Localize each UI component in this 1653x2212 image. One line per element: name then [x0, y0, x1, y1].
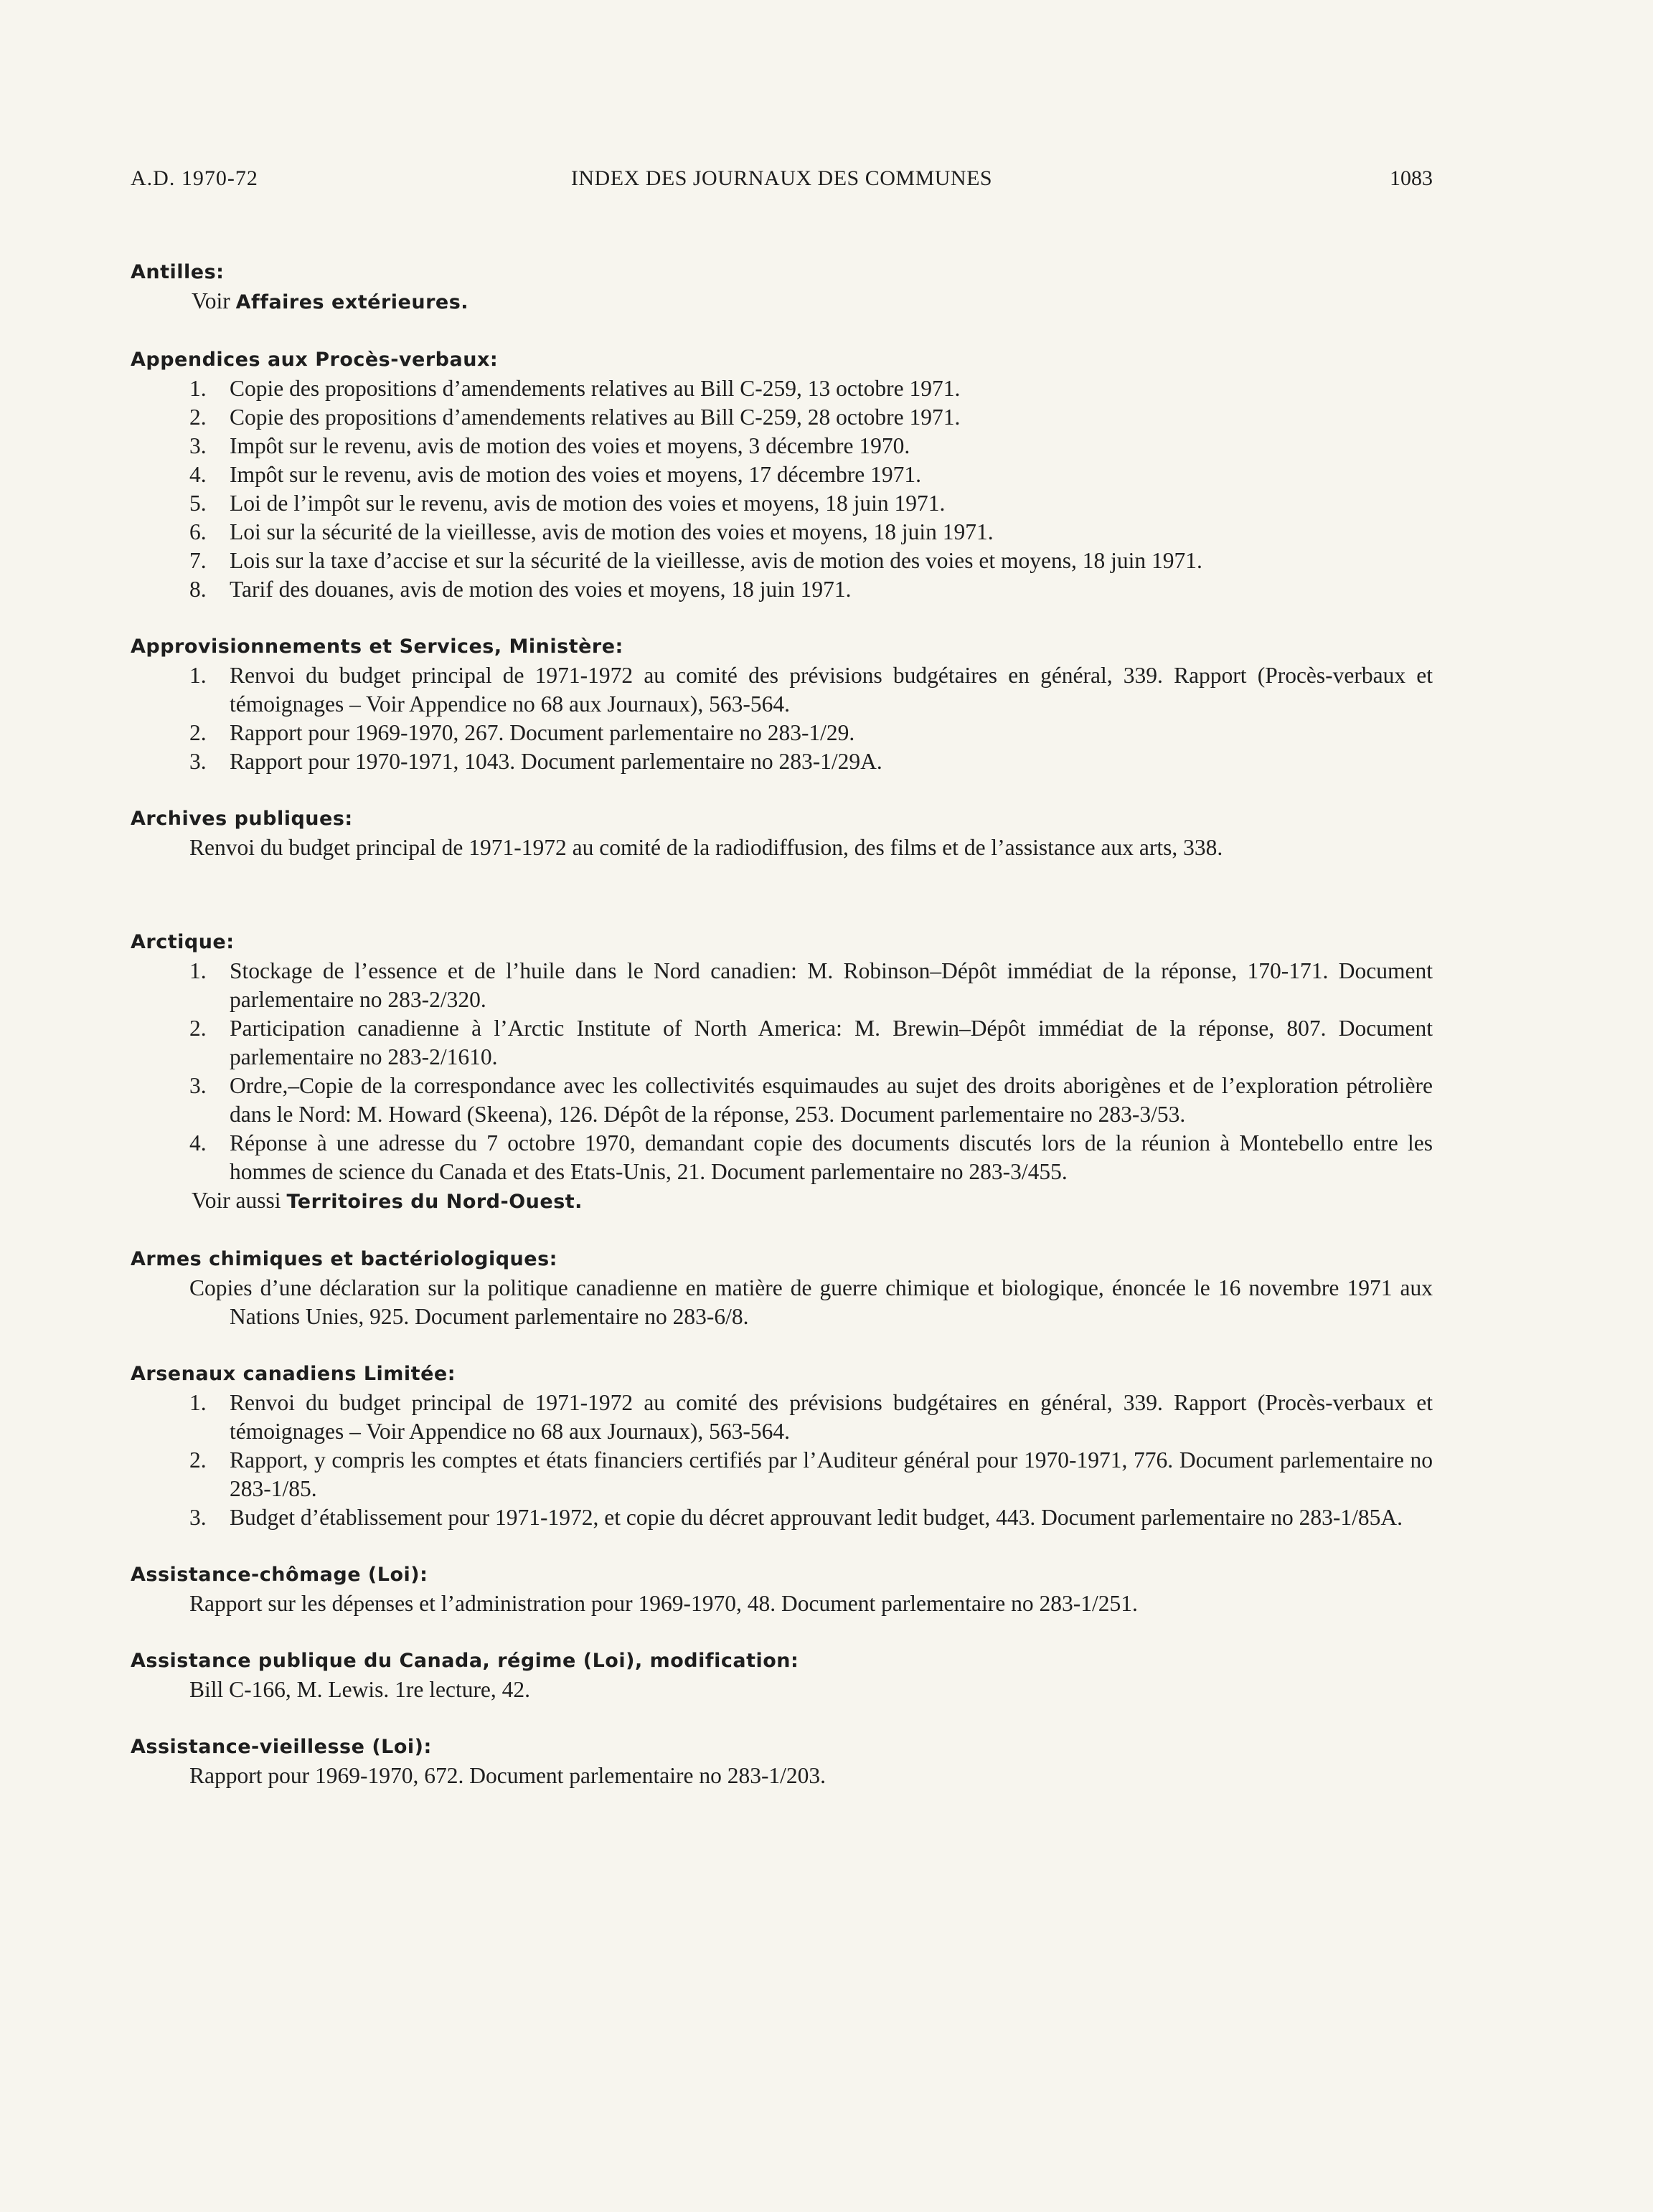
item-number: 7.: [189, 548, 207, 573]
item-text: Rapport, y compris les comptes et états financiers certifiés par l’Auditeur général pour 1970-1971, 776. Document parlementaire no 283-1/85.: [230, 1447, 1433, 1501]
entry-heading: Assistance-chômage (Loi):: [131, 1564, 428, 1586]
index-entry: [131, 1647, 1433, 1704]
entry-heading: Assistance publique du Canada, régime (Loi), modification:: [131, 1650, 799, 1672]
item-number: 2.: [189, 405, 207, 430]
index-entry: [131, 346, 1433, 604]
entry-text: Copies d’une déclaration sur la politique canadienne en matière de guerre chimique et biologique, énoncée le 16 novembre 1971 aux Nations Unies, 925. Document parlementaire no 283-6/8.: [189, 1275, 1433, 1329]
item-text: Participation canadienne à l’Arctic Institute of North America: M. Brewin–Dépôt immédiat de la réponse, 807. Document parlementaire no 283-2/1610.: [230, 1016, 1433, 1069]
entry-text: Renvoi du budget principal de 1971-1972 au comité de la radiodiffusion, des films et de l’assistance aux arts, 338.: [189, 835, 1223, 860]
item-text: Loi sur la sécurité de la vieillesse, avis de motion des voies et moyens, 18 juin 1971.: [230, 519, 994, 544]
item-text: Réponse à une adresse du 7 octobre 1970, demandant copie des documents discutés lors de la réunion à Montebello entre les hommes de science du Canada et des Etats-Unis, 21. Document parlementaire no 283-3/455.: [230, 1130, 1433, 1184]
item-number: 1.: [189, 958, 207, 983]
item-text: Loi de l’impôt sur le revenu, avis de motion des voies et moyens, 18 juin 1971.: [230, 491, 946, 516]
item-text: Renvoi du budget principal de 1971-1972 au comité des prévisions budgétaires en général, 339. Rapport (Procès-verbaux et témoignages – Voir Appendice no 68 aux Journaux), 563-564.: [230, 663, 1433, 717]
entry-item: [131, 489, 1433, 518]
index-entry: [131, 1245, 1433, 1331]
see-also-reference: Affaires extérieures.: [235, 291, 469, 313]
entry-item-list: [131, 661, 1433, 776]
entry-heading: Antilles:: [131, 261, 225, 283]
entry-item: [131, 575, 1433, 604]
item-text: Impôt sur le revenu, avis de motion des voies et moyens, 3 décembre 1970.: [230, 433, 910, 458]
index-content: [131, 258, 1433, 1819]
entry-item: [131, 747, 1433, 776]
entry-item: [131, 957, 1433, 1014]
item-text: Impôt sur le revenu, avis de motion des voies et moyens, 17 décembre 1971.: [230, 462, 922, 487]
entry-item: [131, 1389, 1433, 1446]
item-text: Budget d’établissement pour 1971-1972, et copie du décret approuvant ledit budget, 443. Document parlementaire no 283-1/85A.: [230, 1505, 1403, 1530]
item-number: 3.: [189, 1505, 207, 1530]
see-also: [131, 287, 1433, 317]
entry-item: [131, 547, 1433, 575]
entry-heading: Assistance-vieillesse (Loi):: [131, 1736, 432, 1758]
entry-text: Rapport sur les dépenses et l’administration pour 1969-1970, 48. Document parlementaire no 283-1/251.: [189, 1591, 1138, 1616]
entry-text: Rapport pour 1969-1970, 672. Document parlementaire no 283-1/203.: [189, 1763, 826, 1788]
entry-item: [131, 1014, 1433, 1072]
page-number: 1083: [1390, 166, 1433, 190]
entry-heading: Arctique:: [131, 931, 235, 953]
see-also-label: Voir aussi: [192, 1188, 287, 1213]
item-text: Stockage de l’essence et de l’huile dans le Nord canadien: M. Robinson–Dépôt immédiat de la réponse, 170-171. Document parlementaire no 283-2/320.: [230, 958, 1433, 1012]
item-text: Tarif des douanes, avis de motion des voies et moyens, 18 juin 1971.: [230, 577, 852, 602]
item-number: 3.: [189, 749, 207, 774]
item-number: 2.: [189, 720, 207, 745]
item-text: Ordre,–Copie de la correspondance avec les collectivités esquimaudes au sujet des droits aborigènes et de l’exploration pétrolière dans le Nord: M. Howard (Skeena), 126. Dépôt de la réponse, 253. Document parlementaire no 283-3/53.: [230, 1073, 1433, 1127]
item-number: 5.: [189, 491, 207, 516]
index-entry: [131, 1561, 1433, 1618]
item-number: 3.: [189, 1073, 207, 1098]
item-number: 8.: [189, 577, 207, 602]
entry-item-list: [131, 957, 1433, 1186]
item-number: 2.: [189, 1016, 207, 1041]
entry-item: [131, 661, 1433, 719]
item-number: 2.: [189, 1447, 207, 1473]
item-number: 4.: [189, 462, 207, 487]
entry-item-list: [131, 1389, 1433, 1532]
see-also-reference: Territoires du Nord-Ouest.: [286, 1191, 583, 1213]
item-number: 1.: [189, 1390, 207, 1415]
entry-item: [131, 403, 1433, 432]
entry-item: [131, 460, 1433, 489]
entry-item: [131, 1129, 1433, 1186]
index-entry: [131, 805, 1433, 862]
entry-heading: Approvisionnements et Services, Ministère:: [131, 635, 623, 658]
entry-item: [131, 518, 1433, 547]
entry-heading: Appendices aux Procès-verbaux:: [131, 349, 499, 371]
entry-heading: Arsenaux canadiens Limitée:: [131, 1363, 456, 1385]
item-number: 1.: [189, 663, 207, 688]
item-number: 1.: [189, 376, 207, 401]
item-text: Rapport pour 1969-1970, 267. Document parlementaire no 283-1/29.: [230, 720, 855, 745]
item-number: 4.: [189, 1130, 207, 1155]
page-header: [131, 166, 1433, 195]
index-entry: [131, 928, 1433, 1216]
see-also-label: Voir: [192, 288, 236, 313]
index-entry: [131, 1360, 1433, 1532]
index-entry: [131, 633, 1433, 776]
item-text: Lois sur la taxe d’accise et sur la sécurité de la vieillesse, avis de motion des voies et moyens, 18 juin 1971.: [230, 548, 1202, 573]
item-text: Renvoi du budget principal de 1971-1972 au comité des prévisions budgétaires en général, 339. Rapport (Procès-verbaux et témoignages – Voir Appendice no 68 aux Journaux), 563-564.: [230, 1390, 1433, 1444]
entry-item: [131, 719, 1433, 747]
entry-item: [131, 432, 1433, 460]
entry-text: Bill C-166, M. Lewis. 1re lecture, 42.: [189, 1677, 531, 1702]
entry-heading: Armes chimiques et bactériologiques:: [131, 1248, 557, 1270]
item-text: Copie des propositions d’amendements relatives au Bill C-259, 13 octobre 1971.: [230, 376, 961, 401]
item-number: 6.: [189, 519, 207, 544]
item-text: Copie des propositions d’amendements relatives au Bill C-259, 28 octobre 1971.: [230, 405, 961, 430]
entry-item: [131, 1503, 1433, 1532]
item-text: Rapport pour 1970-1971, 1043. Document parlementaire no 283-1/29A.: [230, 749, 882, 774]
entry-item: [131, 1072, 1433, 1129]
entry-item-list: [131, 374, 1433, 604]
item-number: 3.: [189, 433, 207, 458]
header-years: A.D. 1970-72: [131, 166, 258, 190]
entry-item: [131, 374, 1433, 403]
see-also: [131, 1186, 1433, 1216]
index-entry: [131, 1733, 1433, 1790]
entry-heading: Archives publiques:: [131, 808, 353, 830]
header-title: INDEX DES JOURNAUX DES COMMUNES: [570, 166, 993, 190]
entry-item: [131, 1446, 1433, 1503]
index-entry: [131, 258, 1433, 317]
